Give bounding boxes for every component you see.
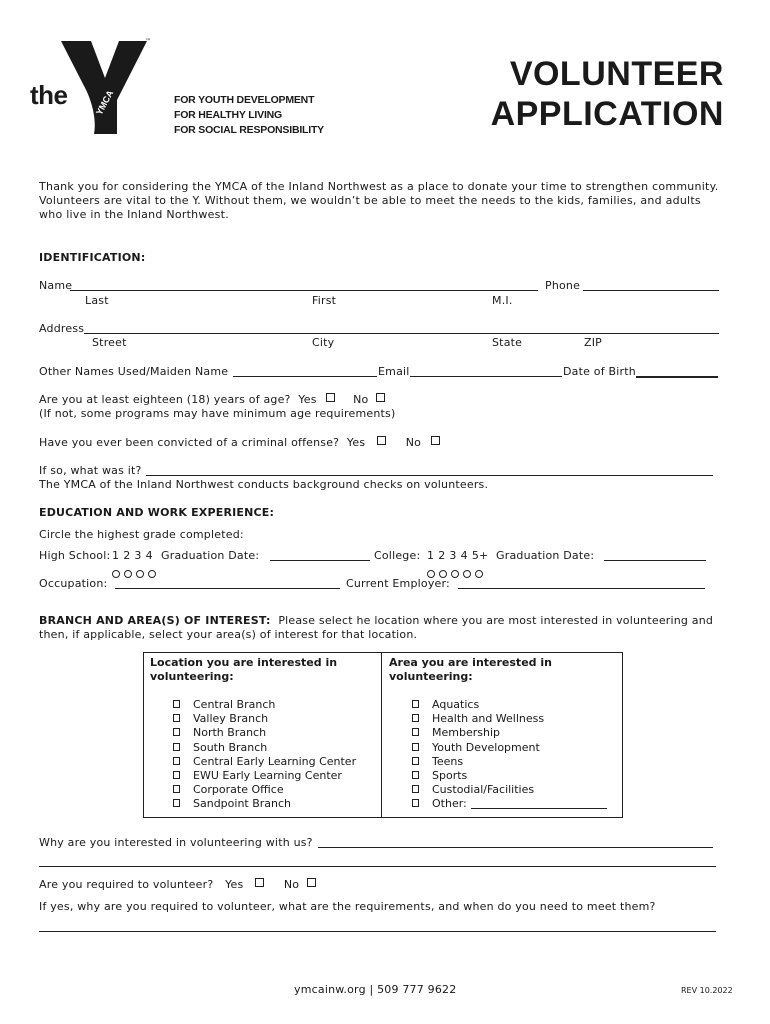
- address-sub-zip: ZIP: [584, 336, 603, 349]
- checkbox-icon[interactable]: [173, 771, 180, 779]
- list-item[interactable]: [173, 769, 356, 783]
- high-school-label: High School:: [39, 549, 111, 562]
- tagline-line: FOR SOCIAL RESPONSIBILITY: [174, 124, 324, 136]
- tagline-line: FOR HEALTHY LIVING: [174, 109, 283, 121]
- checkbox-icon[interactable]: [412, 785, 419, 793]
- hs-grade-2[interactable]: 2: [123, 549, 131, 562]
- required-no-checkbox[interactable]: [307, 878, 316, 887]
- name-sub-last: Last: [85, 294, 109, 307]
- crime-question-text: Have you ever been convicted of a criminal offense?: [39, 436, 340, 449]
- footer-contact: ymcainw.org | 509 777 9622: [294, 983, 457, 996]
- address-label: Address: [39, 322, 85, 335]
- list-item[interactable]: [412, 741, 607, 755]
- employer-label: Current Employer:: [346, 577, 450, 590]
- occupation-field[interactable]: [115, 588, 340, 589]
- list-item[interactable]: [173, 797, 356, 811]
- list-item[interactable]: [173, 698, 356, 712]
- circle-icon[interactable]: [475, 570, 483, 578]
- age-yes-checkbox[interactable]: [326, 393, 335, 402]
- identification-heading: IDENTIFICATION:: [39, 251, 146, 264]
- required-yes-checkbox[interactable]: [255, 878, 264, 887]
- list-item[interactable]: [412, 698, 607, 712]
- branch-intro-line2: then, if applicable, select your area(s) of interest for that location.: [39, 628, 418, 641]
- why-field-line2[interactable]: [39, 866, 716, 867]
- address-sub-street: Street: [92, 336, 127, 349]
- list-item[interactable]: [173, 726, 356, 740]
- age-question-text: Are you at least eighteen (18) years of age?: [39, 393, 291, 406]
- why-field-line1[interactable]: [318, 847, 713, 848]
- checkbox-icon[interactable]: [173, 728, 180, 736]
- location-label: South Branch: [193, 740, 268, 754]
- list-item[interactable]: [173, 741, 356, 755]
- circle-icon[interactable]: [451, 570, 459, 578]
- other-field[interactable]: [471, 808, 607, 809]
- list-item[interactable]: [412, 726, 607, 740]
- checkbox-icon[interactable]: [412, 714, 419, 722]
- checkbox-icon[interactable]: [412, 757, 419, 765]
- circle-icon[interactable]: [463, 570, 471, 578]
- list-item[interactable]: [173, 755, 356, 769]
- intro-line: Thank you for considering the YMCA of the Inland Northwest as a place to donate your time to strengthen community.: [39, 180, 719, 193]
- title-line: APPLICATION: [490, 95, 724, 133]
- area-label: Membership: [432, 726, 500, 740]
- circle-note: Circle the highest grade completed:: [39, 528, 244, 541]
- location-column-head: [150, 656, 337, 684]
- intro-line: Volunteers are vital to the Y. Without them, we wouldn’t be able to meet the needs to the kids, families, and adults: [39, 194, 701, 207]
- checkbox-icon[interactable]: [173, 799, 180, 807]
- branch-intro: [39, 614, 713, 627]
- required-detail-field[interactable]: [39, 931, 716, 932]
- area-label: Youth Development: [432, 740, 540, 754]
- area-column-head: [389, 656, 552, 684]
- area-head-line: volunteering:: [389, 670, 473, 683]
- area-label: Teens: [432, 754, 464, 768]
- page-title: [491, 54, 724, 134]
- list-item[interactable]: [412, 712, 607, 726]
- location-label: Corporate Office: [193, 783, 284, 797]
- location-list: [173, 698, 356, 812]
- phone-label: Phone: [545, 279, 581, 292]
- location-label: Valley Branch: [193, 712, 269, 726]
- location-label: Central Branch: [193, 698, 276, 711]
- name-field[interactable]: [70, 290, 538, 291]
- age-no-checkbox[interactable]: [376, 393, 385, 402]
- college-graduation-label: Graduation Date:: [496, 549, 595, 562]
- circle-icon[interactable]: [148, 570, 156, 578]
- checkbox-icon[interactable]: [412, 743, 419, 751]
- why-question: Why are you interested in volunteering with us?: [39, 836, 313, 849]
- area-head-line: Area you are interested in: [389, 656, 552, 669]
- ymca-logo: [28, 38, 328, 138]
- dob-field[interactable]: [636, 376, 718, 378]
- tagline-line: FOR YOUTH DEVELOPMENT: [174, 94, 315, 106]
- required-question: [39, 878, 316, 891]
- logo-word-the: the: [30, 80, 68, 110]
- college-grade-4[interactable]: 4: [460, 549, 468, 562]
- title-line: VOLUNTEER: [509, 55, 724, 93]
- name-sub-first: First: [312, 294, 337, 307]
- required-yes-label: Yes: [225, 878, 244, 891]
- email-label: Email: [378, 365, 410, 378]
- list-item[interactable]: [412, 797, 607, 811]
- checkbox-icon[interactable]: [412, 771, 419, 779]
- circle-icon[interactable]: [136, 570, 144, 578]
- crime-what-field[interactable]: [146, 475, 713, 476]
- college-grade-5plus[interactable]: 5+: [471, 549, 489, 562]
- interest-table: [143, 652, 623, 818]
- college-grade-1[interactable]: 1: [427, 549, 435, 562]
- other-names-label: Other Names Used/Maiden Name: [39, 365, 229, 378]
- location-label: EWU Early Learning Center: [193, 769, 342, 783]
- occupation-label: Occupation:: [39, 577, 108, 590]
- ymca-y-mark: [61, 38, 149, 136]
- other-names-field[interactable]: [233, 376, 377, 377]
- college-grade-3[interactable]: 3: [449, 549, 457, 562]
- crime-yes-label: Yes: [346, 436, 366, 449]
- area-label: Custodial/Facilities: [432, 783, 535, 797]
- checkbox-icon[interactable]: [412, 700, 419, 708]
- background-note: The YMCA of the Inland Northwest conducts background checks on volunteers.: [39, 478, 489, 491]
- branch-intro-line1: Please select he location where you are most interested in volunteering and: [278, 614, 714, 627]
- intro-line: who live in the Inland Northwest.: [39, 208, 229, 221]
- hs-grade-4[interactable]: 4: [145, 549, 153, 562]
- age-yes-label: Yes: [298, 393, 317, 406]
- college-grade-2[interactable]: 2: [438, 549, 446, 562]
- hs-grade-1[interactable]: 1: [112, 549, 120, 562]
- college-graduation-field[interactable]: [604, 560, 706, 561]
- required-no-label: No: [283, 878, 300, 891]
- area-label: Sports: [432, 769, 468, 783]
- hs-grade-circles: [112, 563, 156, 582]
- area-label: Other:: [432, 797, 467, 811]
- hs-grade-3[interactable]: 3: [134, 549, 142, 562]
- crime-no-checkbox[interactable]: [431, 436, 440, 445]
- checkbox-icon[interactable]: [173, 785, 180, 793]
- crime-no-label: No: [405, 436, 422, 449]
- logo-tm: ™: [145, 38, 151, 45]
- crime-question: [39, 436, 440, 449]
- phone-field[interactable]: [583, 290, 719, 291]
- required-question-text: Are you required to volunteer?: [39, 878, 214, 891]
- location-head-line: volunteering:: [150, 670, 234, 683]
- area-list: [412, 698, 607, 812]
- address-sub-city: City: [312, 336, 335, 349]
- logo-tagline: [174, 93, 324, 138]
- list-item[interactable]: [412, 769, 607, 783]
- required-detail-question: If yes, why are you required to volunteer, what are the requirements, and when do you need to meet them?: [39, 900, 656, 913]
- checkbox-icon[interactable]: [173, 757, 180, 765]
- name-label: Name: [39, 279, 73, 292]
- area-label: Aquatics: [432, 698, 480, 711]
- circle-icon[interactable]: [124, 570, 132, 578]
- branch-heading: BRANCH AND AREA(S) OF INTEREST:: [39, 614, 271, 627]
- hs-graduation-field[interactable]: [270, 560, 370, 561]
- age-note: (If not, some programs may have minimum age requirements): [39, 407, 396, 420]
- college-grades: [427, 549, 488, 562]
- checkbox-icon[interactable]: [173, 714, 180, 722]
- location-head-line: Location you are interested in: [150, 656, 338, 669]
- list-item[interactable]: [173, 712, 356, 726]
- intro-paragraph: [39, 180, 719, 222]
- location-label: Central Early Learning Center: [193, 754, 357, 768]
- address-sub-state: State: [492, 336, 523, 349]
- location-label: North Branch: [193, 726, 267, 740]
- list-item[interactable]: [412, 783, 607, 797]
- logo-brand-ymca: YMCA: [94, 88, 116, 117]
- crime-yes-checkbox[interactable]: [377, 436, 386, 445]
- checkbox-icon[interactable]: [412, 728, 419, 736]
- age-question: [39, 393, 385, 406]
- circle-icon[interactable]: [112, 570, 120, 578]
- checkbox-icon[interactable]: [173, 743, 180, 751]
- employer-field[interactable]: [458, 588, 705, 589]
- education-heading: EDUCATION AND WORK EXPERIENCE:: [39, 506, 275, 519]
- address-field[interactable]: [84, 333, 719, 334]
- hs-graduation-label: Graduation Date:: [161, 549, 260, 562]
- checkbox-icon[interactable]: [412, 799, 419, 807]
- checkbox-icon[interactable]: [173, 700, 180, 708]
- area-label: Health and Wellness: [432, 712, 545, 726]
- list-item[interactable]: [412, 755, 607, 769]
- crime-what-label: If so, what was it?: [39, 464, 142, 477]
- list-item[interactable]: [173, 783, 356, 797]
- dob-label: Date of Birth: [563, 365, 636, 378]
- college-label: College:: [374, 549, 421, 562]
- high-school-grades: [112, 549, 153, 562]
- age-no-label: No: [353, 393, 369, 406]
- table-divider: [381, 653, 382, 817]
- footer-rev: REV 10.2022: [681, 986, 733, 995]
- name-sub-mi: M.I.: [492, 294, 513, 307]
- location-label: Sandpoint Branch: [193, 797, 292, 811]
- email-field[interactable]: [410, 376, 562, 377]
